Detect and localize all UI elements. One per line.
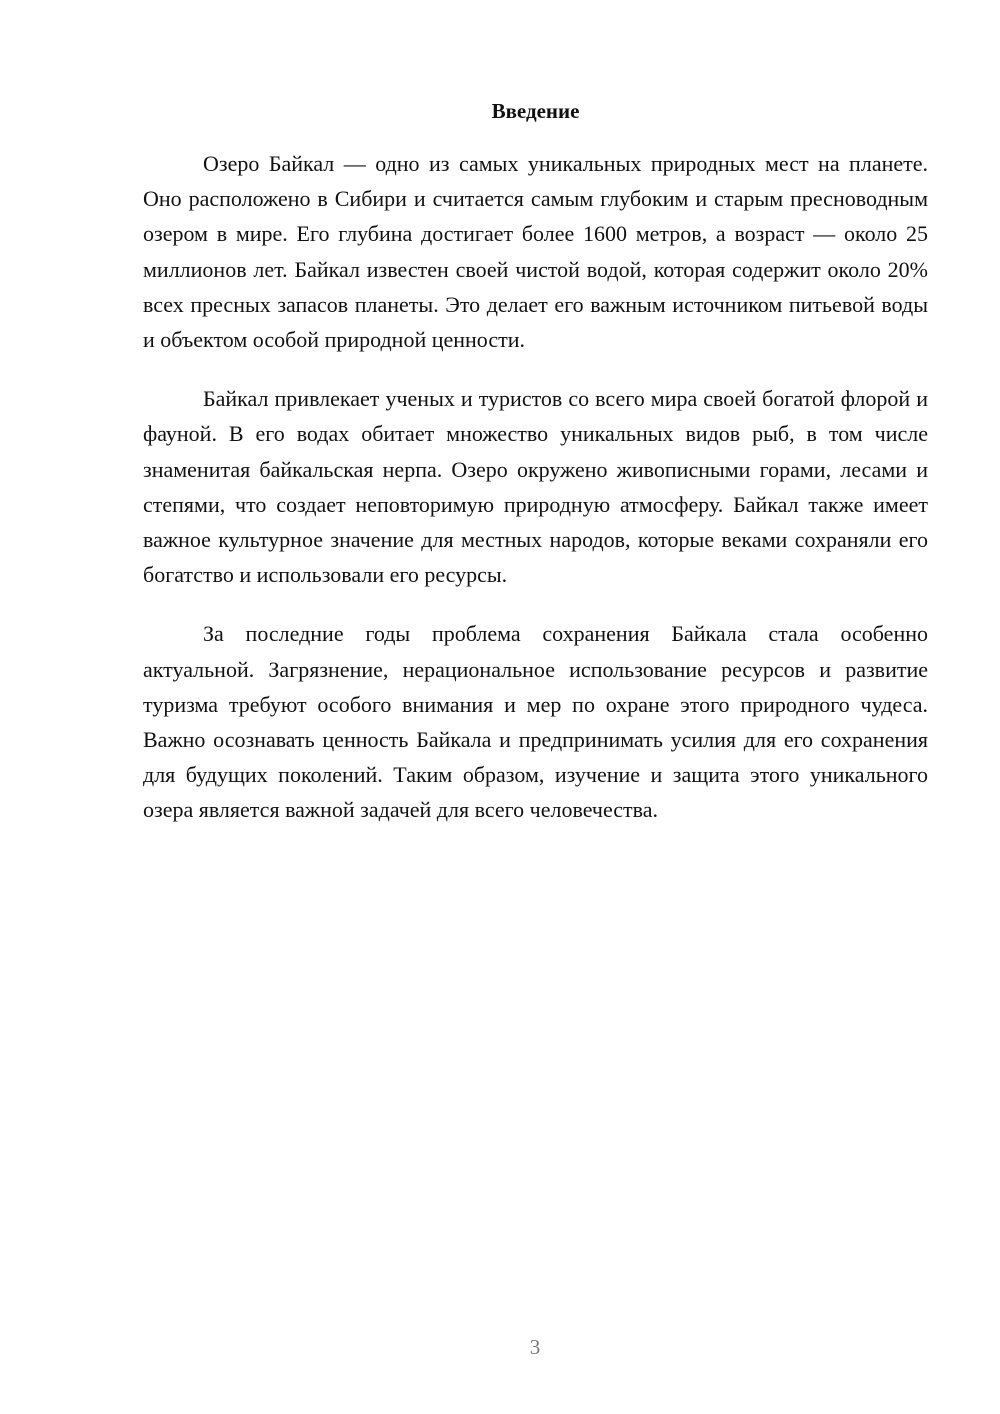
section-title: Введение [491,99,580,123]
paragraph-3: За последние годы проблема сохранения Байкала стала особенно актуальной. Загрязнение, нерациональное использование ресурсов и развитие туризма требуют особого внимания и мер по охране этого природного чудеса. Важно осознавать ценность Байкала и предпринимать усилия для его сохранения для будущих поколений. Таким образом, изучение и защита этого уникального озера является важной задачей для всего человечества. [143,621,928,823]
paragraph-2: Байкал привлекает ученых и туристов со всего мира своей богатой флорой и фауной. В его водах обитает множество уникальных видов рыб, в том числе знаменитая байкальская нерпа. Озеро окружено живописными горами, лесами и степями, что создает неповторимую природную атмосферу. Байкал также имеет важное культурное значение для местных народов, которые веками сохраняли его богатство и использовали его ресурсы. [143,386,928,588]
page-content [143,96,928,852]
paragraph-1: Озеро Байкал — одно из самых уникальных природных мест на планете. Оно расположено в Сибири и считается самым глубоким и старым пресноводным озером в мире. Его глубина достигает более 1600 метров, а возраст — около 25 миллионов лет. Байкал известен своей чистой водой, которая содержит около 20% всех пресных запасов планеты. Это делает его важным источником питьевой воды и объектом особой природной ценности. [143,151,928,353]
page-number: 3 [529,1335,541,1359]
